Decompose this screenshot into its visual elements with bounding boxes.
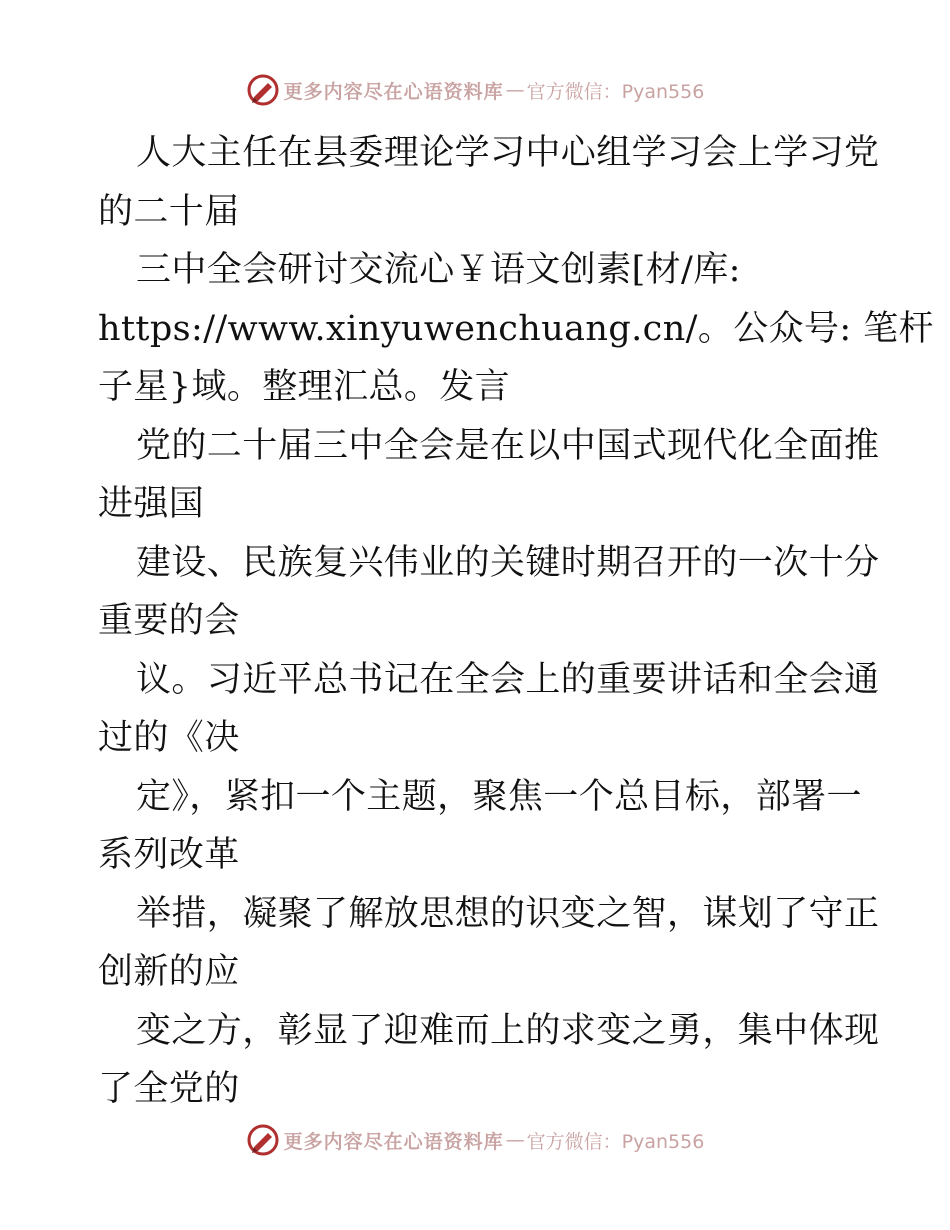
- text-line: 变之方，彰显了迎难而上的求变之勇，集中体现: [136, 1010, 880, 1051]
- footer-slogan: 更多内容尽在心语资料库: [283, 1130, 504, 1153]
- header-banner: [0, 70, 950, 110]
- document-body: [98, 124, 934, 1119]
- header-official-wechat: 官方微信：Pyan556: [526, 80, 705, 103]
- text-line: 了全党的: [98, 1069, 240, 1109]
- footer-banner: [0, 1120, 950, 1160]
- text-line: https://www.xinyuwenchuang.cn/。公众号: 笔杆: [98, 308, 934, 349]
- footer-dash: —: [505, 1129, 525, 1151]
- text-line: 建设、民族复兴伟业的关键时期召开的一次十分: [136, 542, 880, 583]
- text-line: 人大主任在县委理论学习中心组学习会上学习党: [136, 133, 880, 173]
- header-dash: —: [505, 79, 525, 101]
- text-line: 过的《决: [98, 718, 240, 758]
- text-line: 三中全会研讨交流心￥语文创素[材/库:: [136, 250, 741, 290]
- text-line: 的二十届: [98, 191, 240, 232]
- text-line: 子星}域。整理汇总。发言: [98, 367, 511, 407]
- text-line: 重要的会: [98, 601, 240, 641]
- text-line: 定》，紧扣一个主题，聚焦一个总目标，部署一: [136, 776, 862, 817]
- text-line: 议。习近平总书记在全会上的重要讲话和全会通: [136, 659, 880, 700]
- header-slogan: 更多内容尽在心语资料库: [283, 80, 504, 103]
- footer-official-wechat: 官方微信：Pyan556: [526, 1130, 705, 1153]
- text-line: 进强国: [98, 484, 205, 524]
- text-line: 创新的应: [98, 952, 240, 992]
- pen-logo-icon: [246, 73, 280, 107]
- text-line: 党的二十届三中全会是在以中国式现代化全面推: [136, 425, 880, 466]
- pen-logo-icon: [246, 1123, 280, 1157]
- text-line: 系列改革: [98, 835, 240, 875]
- text-line: 举措，凝聚了解放思想的识变之智，谋划了守正: [136, 893, 880, 934]
